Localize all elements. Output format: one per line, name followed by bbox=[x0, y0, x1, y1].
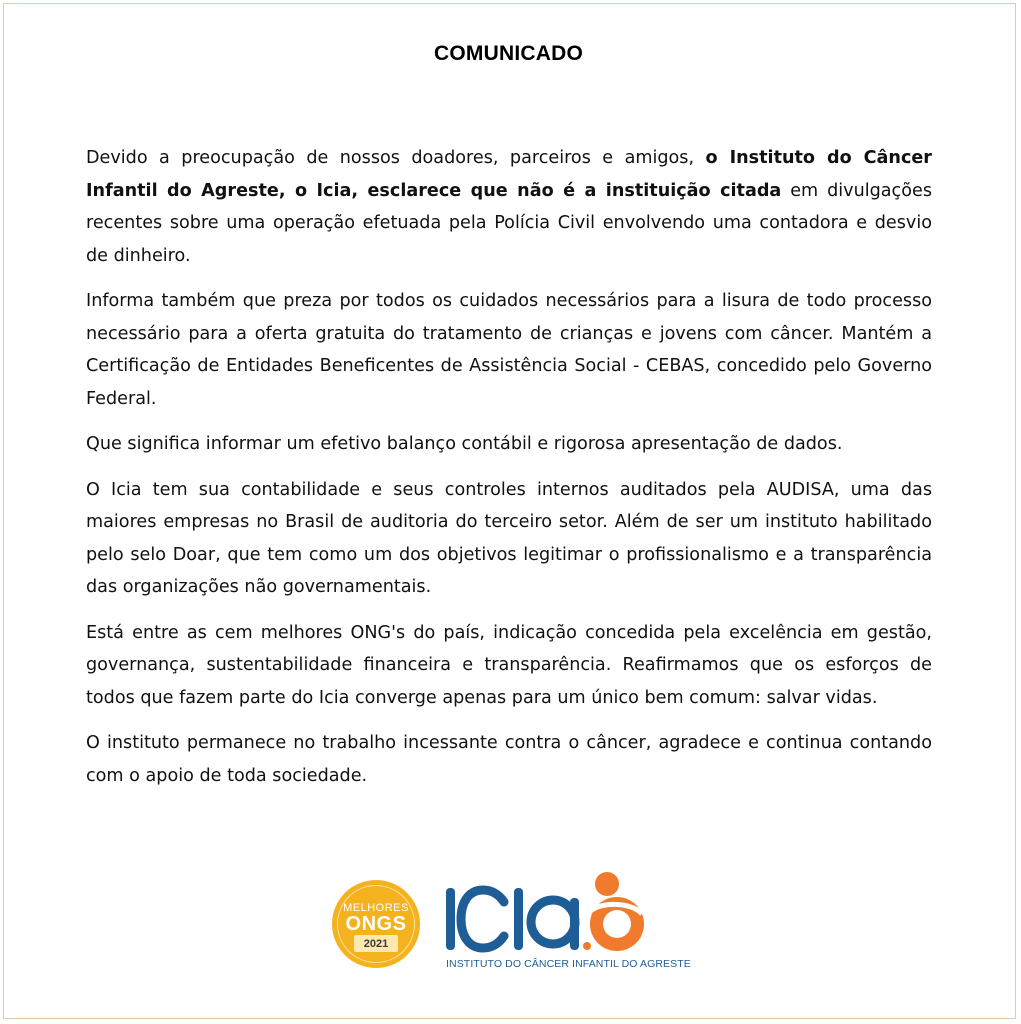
paragraph-1-rest: em divulgações recentes sobre uma operação efetuada pela Polícia Civil envolvendo uma contadora e desvio de dinheiro. bbox=[86, 180, 932, 266]
melhores-ongs-seal bbox=[332, 880, 420, 968]
icia-logo bbox=[442, 866, 652, 958]
logo-subtitle: INSTITUTO DO CÂNCER INFANTIL DO AGRESTE bbox=[446, 958, 691, 970]
logo-letter-i bbox=[446, 888, 455, 950]
paragraph-2: Informa também que preza por todos os cuidados necessários para a lisura de todo processo necessário para a oferta gratuita do tratamento de crianças e jovens com câncer. Mantém a Certificação de Entidades Beneficentes de Assistência Social - CEBAS, concedido pelo Governo Federal. bbox=[86, 291, 932, 409]
paragraph-1-intro: Devido a preocupação de nossos doadores, parceiros e amigos, bbox=[86, 148, 706, 168]
paragraph-6: O instituto permanece no trabalho incessante contra o câncer, agradece e continua contando com o apoio de toda sociedade. bbox=[86, 733, 932, 786]
document-body bbox=[86, 142, 932, 805]
paragraph-1-bold: o Instituto do Câncer Infantil do Agreste, o Icia, esclarece que não é a instituição citada bbox=[86, 148, 932, 201]
seal-year: 2021 bbox=[363, 938, 389, 950]
logo-child-head-icon bbox=[595, 872, 619, 896]
logo-letter-a-stem bbox=[570, 898, 579, 950]
paragraph-5: Está entre as cem melhores ONG's do país, indicação concedida pela excelência em gestão, governança, sustentabilidade financeira e transparência. Reafirmamos que os esforços de todos que fazem parte do Icia converge apenas para um único bem comum: salvar vidas. bbox=[86, 622, 932, 708]
logo-letter-a-bowl bbox=[531, 900, 575, 944]
paragraph-3: Que significa informar um efetivo balanço contábil e rigorosa apresentação de dados. bbox=[86, 434, 843, 454]
seal-line-2: ONGS bbox=[345, 913, 407, 935]
page-title: COMUNICADO bbox=[434, 42, 583, 65]
logo-child-body-hole bbox=[603, 910, 631, 938]
paragraph-4: O Icia tem sua contabilidade e seus controles internos auditados pela AUDISA, uma das maiores empresas no Brasil de auditoria do terceiro setor. Além de ser um instituto habilitado pelo selo Doar, que tem como um dos objetivos legitimar o profissionalismo e a transparência das organizações não governamentais. bbox=[86, 479, 932, 597]
logo-letter-c bbox=[461, 890, 504, 948]
logo-dot bbox=[583, 942, 591, 950]
seal-line-1: MELHORES bbox=[343, 902, 409, 914]
logo-letter-i-2 bbox=[514, 888, 523, 950]
paragraph-1 bbox=[86, 142, 932, 272]
